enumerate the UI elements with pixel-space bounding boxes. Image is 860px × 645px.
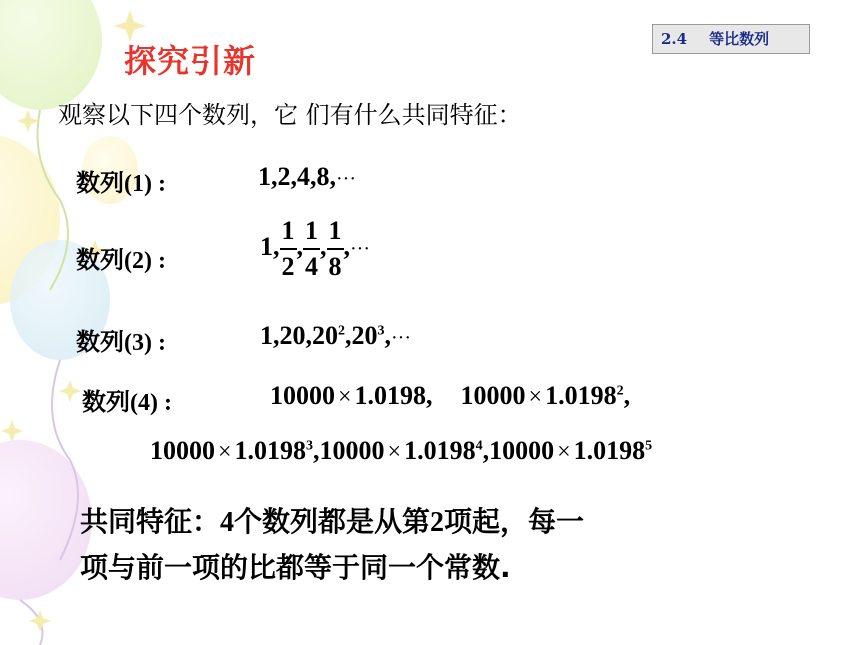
fraction-quarter (303, 218, 320, 280)
sequence-1-label (76, 163, 166, 198)
term-2-rate: 1.0198 (545, 381, 617, 410)
sequence-4-label (82, 382, 172, 417)
term-5-base: 10000 (489, 436, 555, 465)
term-4-comma: , (482, 436, 490, 465)
sequence-3-exp-1: 2 (338, 323, 345, 339)
term-4-rate: 1.0198 (404, 436, 476, 465)
conclusion-prefix: 共同特征： (80, 505, 221, 538)
sequence-1-label-cn: 数列 (76, 169, 124, 197)
sequence-4-line-1 (270, 381, 630, 411)
term-2-comma: , (623, 381, 631, 410)
fraction-eighth-denominator: 8 (328, 252, 342, 281)
sequence-3-ellipsis: ··· (391, 327, 411, 349)
sequence-3-terms (260, 321, 411, 351)
sequence-3-part-3: , (384, 321, 391, 350)
term-5-exponent: 5 (645, 438, 653, 454)
term-5-rate: 1.0198 (573, 436, 646, 465)
fraction-eighth-numerator: 1 (327, 218, 344, 250)
fraction-half-numerator: 1 (280, 218, 297, 250)
term-3-times: × (218, 439, 232, 465)
sequence-4-label-cn: 数列 (82, 388, 130, 416)
sequence-3-part-1: 1,20,20 (260, 321, 338, 350)
sequence-2-sep-2: , (320, 231, 327, 261)
sequence-2-sep-1: , (296, 231, 303, 261)
term-3-exponent: 3 (306, 438, 314, 454)
sequence-1-values: 1,2,4,8, (258, 162, 336, 191)
conclusion-line-2: 项与前一项的比都等于同一个常数. (80, 551, 511, 584)
term-4-times: × (387, 439, 402, 465)
section-title: 等比数列 (709, 30, 770, 48)
term-2-times: × (528, 384, 543, 410)
sequence-2-label-cn: 数列 (76, 246, 124, 274)
sequence-2-ellipsis: ··· (350, 237, 370, 260)
sequence-3-exp-2: 3 (377, 323, 385, 339)
fraction-quarter-numerator: 1 (303, 218, 320, 250)
conclusion-end: 项起，每一 (444, 505, 585, 538)
term-1-comma: , (426, 381, 433, 410)
term-3-base: 10000 (150, 436, 215, 465)
slide-heading: 探究引新 (124, 42, 257, 80)
intro-question: 观察以下四个数列，它 们有什么共同特征： (58, 101, 522, 129)
sequence-3-part-2: ,20 (345, 321, 378, 350)
sequence-4-line-2 (150, 436, 652, 466)
conclusion-index: 2 (430, 507, 445, 538)
sequence-3-label-cn: 数列 (76, 328, 124, 356)
term-4-exponent: 4 (475, 438, 483, 454)
sequence-2-label (76, 240, 166, 275)
term-5-times: × (557, 439, 571, 465)
section-tag (652, 24, 810, 54)
term-1-base: 10000 (270, 381, 335, 410)
sequence-1-terms (258, 162, 356, 192)
sequence-1-ellipsis: ··· (336, 168, 356, 190)
sequence-1-label-num: (1) : (124, 171, 166, 197)
sequence-4-label-num: (4) : (130, 390, 172, 416)
sequence-3-label-num: (3) : (124, 330, 166, 356)
sequence-2-label-num: (2) : (124, 248, 166, 274)
fraction-half-denominator: 2 (281, 252, 295, 281)
sequence-3-label (76, 322, 166, 357)
term-1-rate: 1.0198 (354, 381, 427, 410)
fraction-half (280, 218, 297, 280)
sequence-2-terms (260, 218, 370, 280)
term-4-base: 10000 (319, 436, 385, 465)
sequence-2-lead: 1, (260, 231, 280, 261)
term-3-rate: 1.0198 (234, 436, 307, 465)
term-3-comma: , (313, 436, 320, 465)
conclusion-count: 4 (220, 507, 235, 538)
sequence-2-sep-3: , (343, 231, 350, 261)
fraction-eighth (327, 218, 344, 280)
section-number: 2.4 (661, 30, 688, 48)
fraction-quarter-denominator: 4 (305, 252, 318, 281)
conclusion-middle: 个数列都是从第 (234, 505, 431, 538)
term-1-times: × (338, 384, 352, 410)
conclusion-line-1 (80, 500, 584, 540)
term-2-base: 10000 (460, 381, 526, 410)
term-2-exponent: 2 (616, 383, 624, 399)
